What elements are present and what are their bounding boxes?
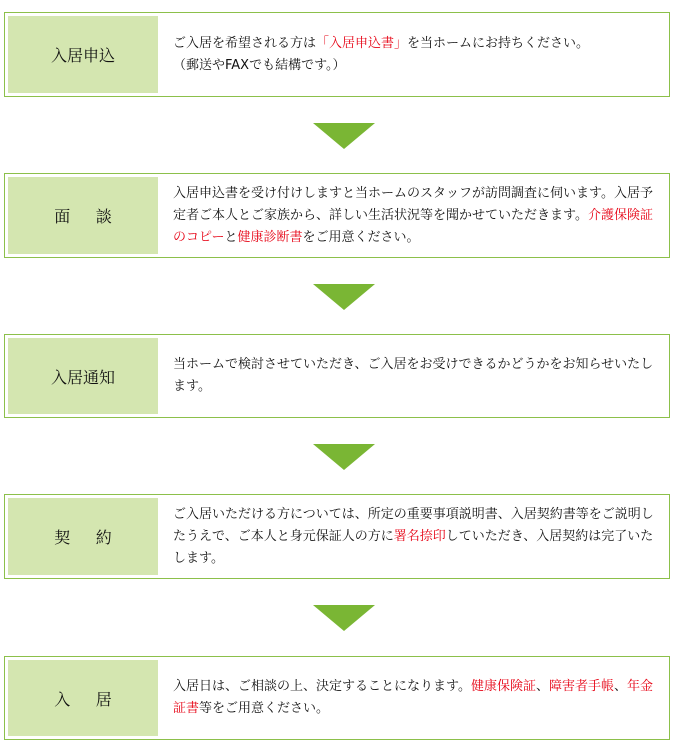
step-label: 契約 [8,498,158,575]
step-label: 入居 [8,660,158,736]
desc-text: 当ホームで検討させていただき、ご入居をお受けできるかどうかをお知らせいたします。 [173,357,654,394]
step-label: 面談 [8,177,158,254]
step-description [173,495,655,578]
down-arrow-icon [313,284,375,310]
step-description [173,657,655,739]
desc-text: と [224,229,238,245]
step-label: 入居申込 [8,16,158,93]
step-notification [4,334,670,418]
desc-text: ご入居を希望される方は [173,35,317,51]
desc-text: 、 [614,679,628,694]
desc-text: していただき、入居契約は完了いたします。 [173,528,654,566]
step-apply [4,12,670,97]
desc-highlight: 介護保険証のコピー [173,207,653,245]
desc-highlight: 署名捺印 [393,528,446,544]
step-move-in [4,656,670,740]
desc-highlight: 「入居申込書」 [316,35,408,51]
down-arrow-icon [313,605,375,631]
desc-text: を当ホームにお持ちください。 [407,35,590,51]
desc-text: をご用意ください。 [302,229,420,245]
desc-text: （郵送やFAXでも結構です。） [173,57,346,73]
step-description [173,13,655,96]
step-contract [4,494,670,579]
step-description [173,335,655,417]
desc-highlight: 健康診断書 [237,229,303,245]
desc-text: ご入居いただける方については、所定の重要事項説明書、入居契約書等をご説明したうえで、ご本人と身元保証人の方に [173,506,654,544]
desc-highlight: 障害者手帳 [549,679,615,694]
desc-text: 、 [535,679,549,694]
step-interview [4,173,670,258]
step-label: 入居通知 [8,338,158,414]
down-arrow-icon [313,444,375,470]
desc-highlight: 年金証書 [173,679,654,716]
down-arrow-icon [313,123,375,149]
desc-text: 入居日は、ご相談の上、決定することになります。 [173,679,471,694]
desc-text: 入居申込書を受け付けしますと当ホームのスタッフが訪問調査に伺います。入居予定者ご本人とご家族から、詳しい生活状況等を聞かせていただきます。 [173,185,653,223]
step-description [173,174,655,257]
desc-highlight: 健康保険証 [470,679,536,694]
desc-text: 等をご用意ください。 [199,701,330,716]
